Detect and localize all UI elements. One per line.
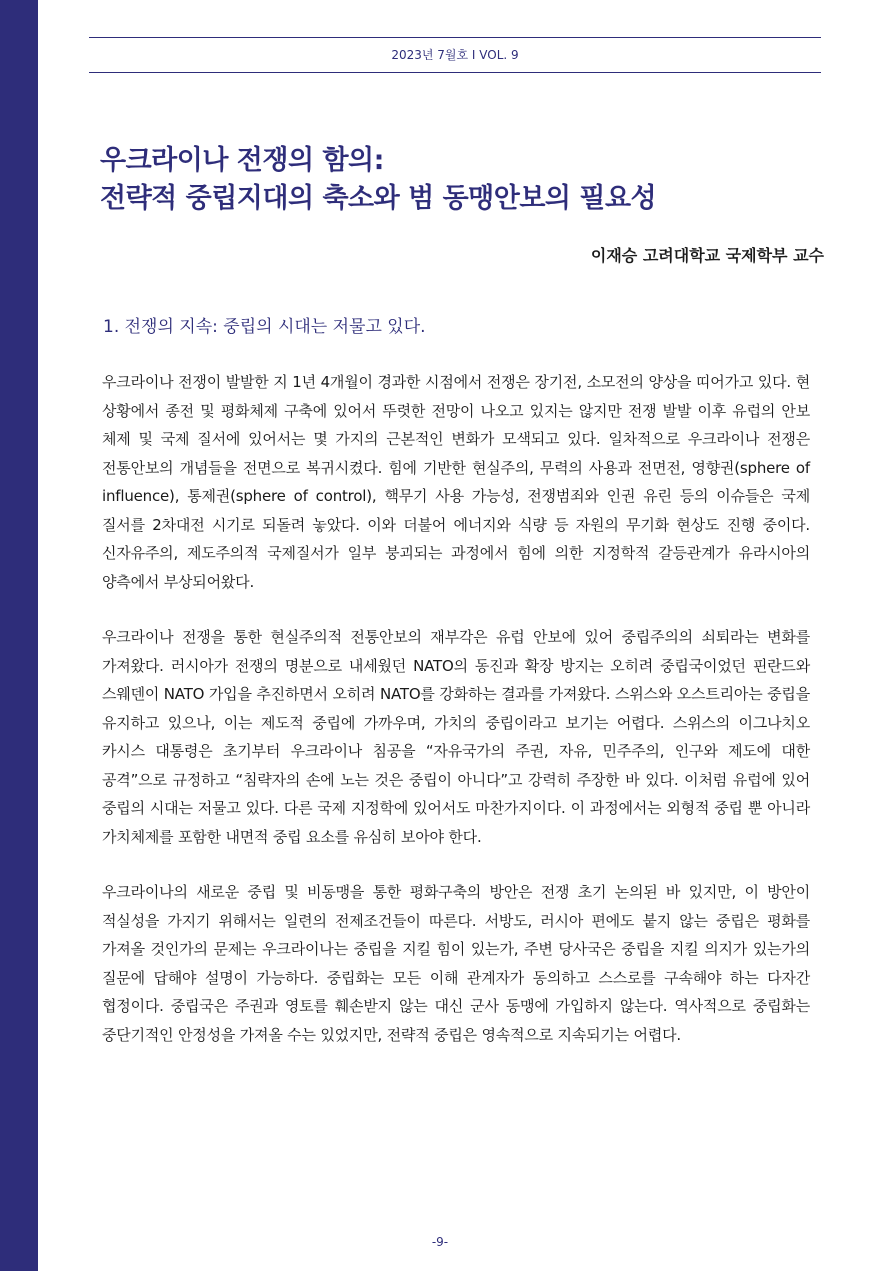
section-heading: 1. 전쟁의 지속: 중립의 시대는 저물고 있다. xyxy=(103,317,426,337)
header-bottom-rule xyxy=(89,72,821,73)
paragraph-2: 우크라이나 전쟁을 통한 현실주의적 전통안보의 재부각은 유럽 안보에 있어 중립주의의 쇠퇴라는 변화를 가져왔다. 러시아가 전쟁의 명분으로 내세웠던 NATO의 동진과 확장 방지는 오히려 중립국이었던 핀란드와 스웨덴이 NATO 가입을 추진하면서 오히려 NATO를 강화하는 결과를 가져왔다. 스위스와 오스트리아는 중립을 유지하고 있으나, 이는 제도적 중립에 가까우며, 가치의 중립이라고 보기는 어렵다. 스위스의 이그나치오 카시스 대통령은 초기부터 우크라이나 침공을 “자유국가의 주권, 자유, 민주주의, 인구와 제도에 대한 공격”으로 규정하고 “침략자의 손에 노는 것은 중립이 아니다”고 강력히 주장한 바 있다. 이처럼 유럽에 있어 중립의 시대는 저물고 있다. 다른 국제 지정학에 있어서도 마찬가지이다. 이 과정에서는 외형적 중립 뿐 아니라 가치체제를 포함한 내면적 중립 요소를 유심히 보아야 한다. xyxy=(102,628,810,846)
paragraph-1: 우크라이나 전쟁이 발발한 지 1년 4개월이 경과한 시점에서 전쟁은 장기전, 소모전의 양상을 띠어가고 있다. 현 상황에서 종전 및 평화체제 구축에 있어서 뚜렷한 전망이 나오고 있지는 않지만 전쟁 발발 이후 유럽의 안보 체제 및 국제 질서에 있어서는 몇 가지의 근본적인 변화가 모색되고 있다. 일차적으로 우크라이나 전쟁은 전통안보의 개념들을 전면으로 복귀시켰다. 힘에 기반한 현실주의, 무력의 사용과 전면전, 영향권(sphere of influence), 통제권(sphere of control), 핵무기 사용 가능성, 전쟁범죄와 인권 유린 등의 이슈들은 국제 질서를 2차대전 시기로 되돌려 놓았다. 이와 더불어 에너지와 식량 등 자원의 무기화 현상도 진행 중이다. 신자유주의, 제도주의적 국제질서가 일부 붕괴되는 과정에서 힘에 의한 지정학적 갈등관계가 유라시아의 양측에서 부상되어왔다. xyxy=(102,373,810,591)
issue-label: 2023년 7월호 I VOL. 9 xyxy=(391,48,519,62)
paragraph-3: 우크라이나의 새로운 중립 및 비동맹을 통한 평화구축의 방안은 전쟁 초기 논의된 바 있지만, 이 방안이 적실성을 가지기 위해서는 일련의 전제조건들이 따른다. 서방도, 러시아 편에도 붙지 않는 중립은 평화를 가져올 것인가의 문제는 우크라이나는 중립을 지킬 힘이 있는가, 주변 당사국은 중립을 지킬 의지가 있는가의 질문에 답해야 설명이 가능하다. 중립화는 모든 이해 관계자가 동의하고 스스로를 구속해야 하는 다자간 협정이다. 중립국은 주권과 영토를 훼손받지 않는 대신 군사 동맹에 가입하지 않는다. 역사적으로 중립화는 중단기적인 안정성을 가져올 수는 있었지만, 전략적 중립은 영속적으로 지속되기는 어렵다. xyxy=(102,883,810,1044)
article-body xyxy=(102,368,810,1076)
title-line-1: 우크라이나 전쟁의 함의: xyxy=(100,145,384,176)
article-title xyxy=(100,142,820,218)
left-accent-bar xyxy=(0,0,38,1271)
page-number: -9- xyxy=(431,1235,449,1249)
author-byline: 이재승 고려대학교 국제학부 교수 xyxy=(590,246,824,265)
header-top-rule xyxy=(89,37,821,38)
title-line-2: 전략적 중립지대의 축소와 범 동맹안보의 필요성 xyxy=(100,183,657,214)
